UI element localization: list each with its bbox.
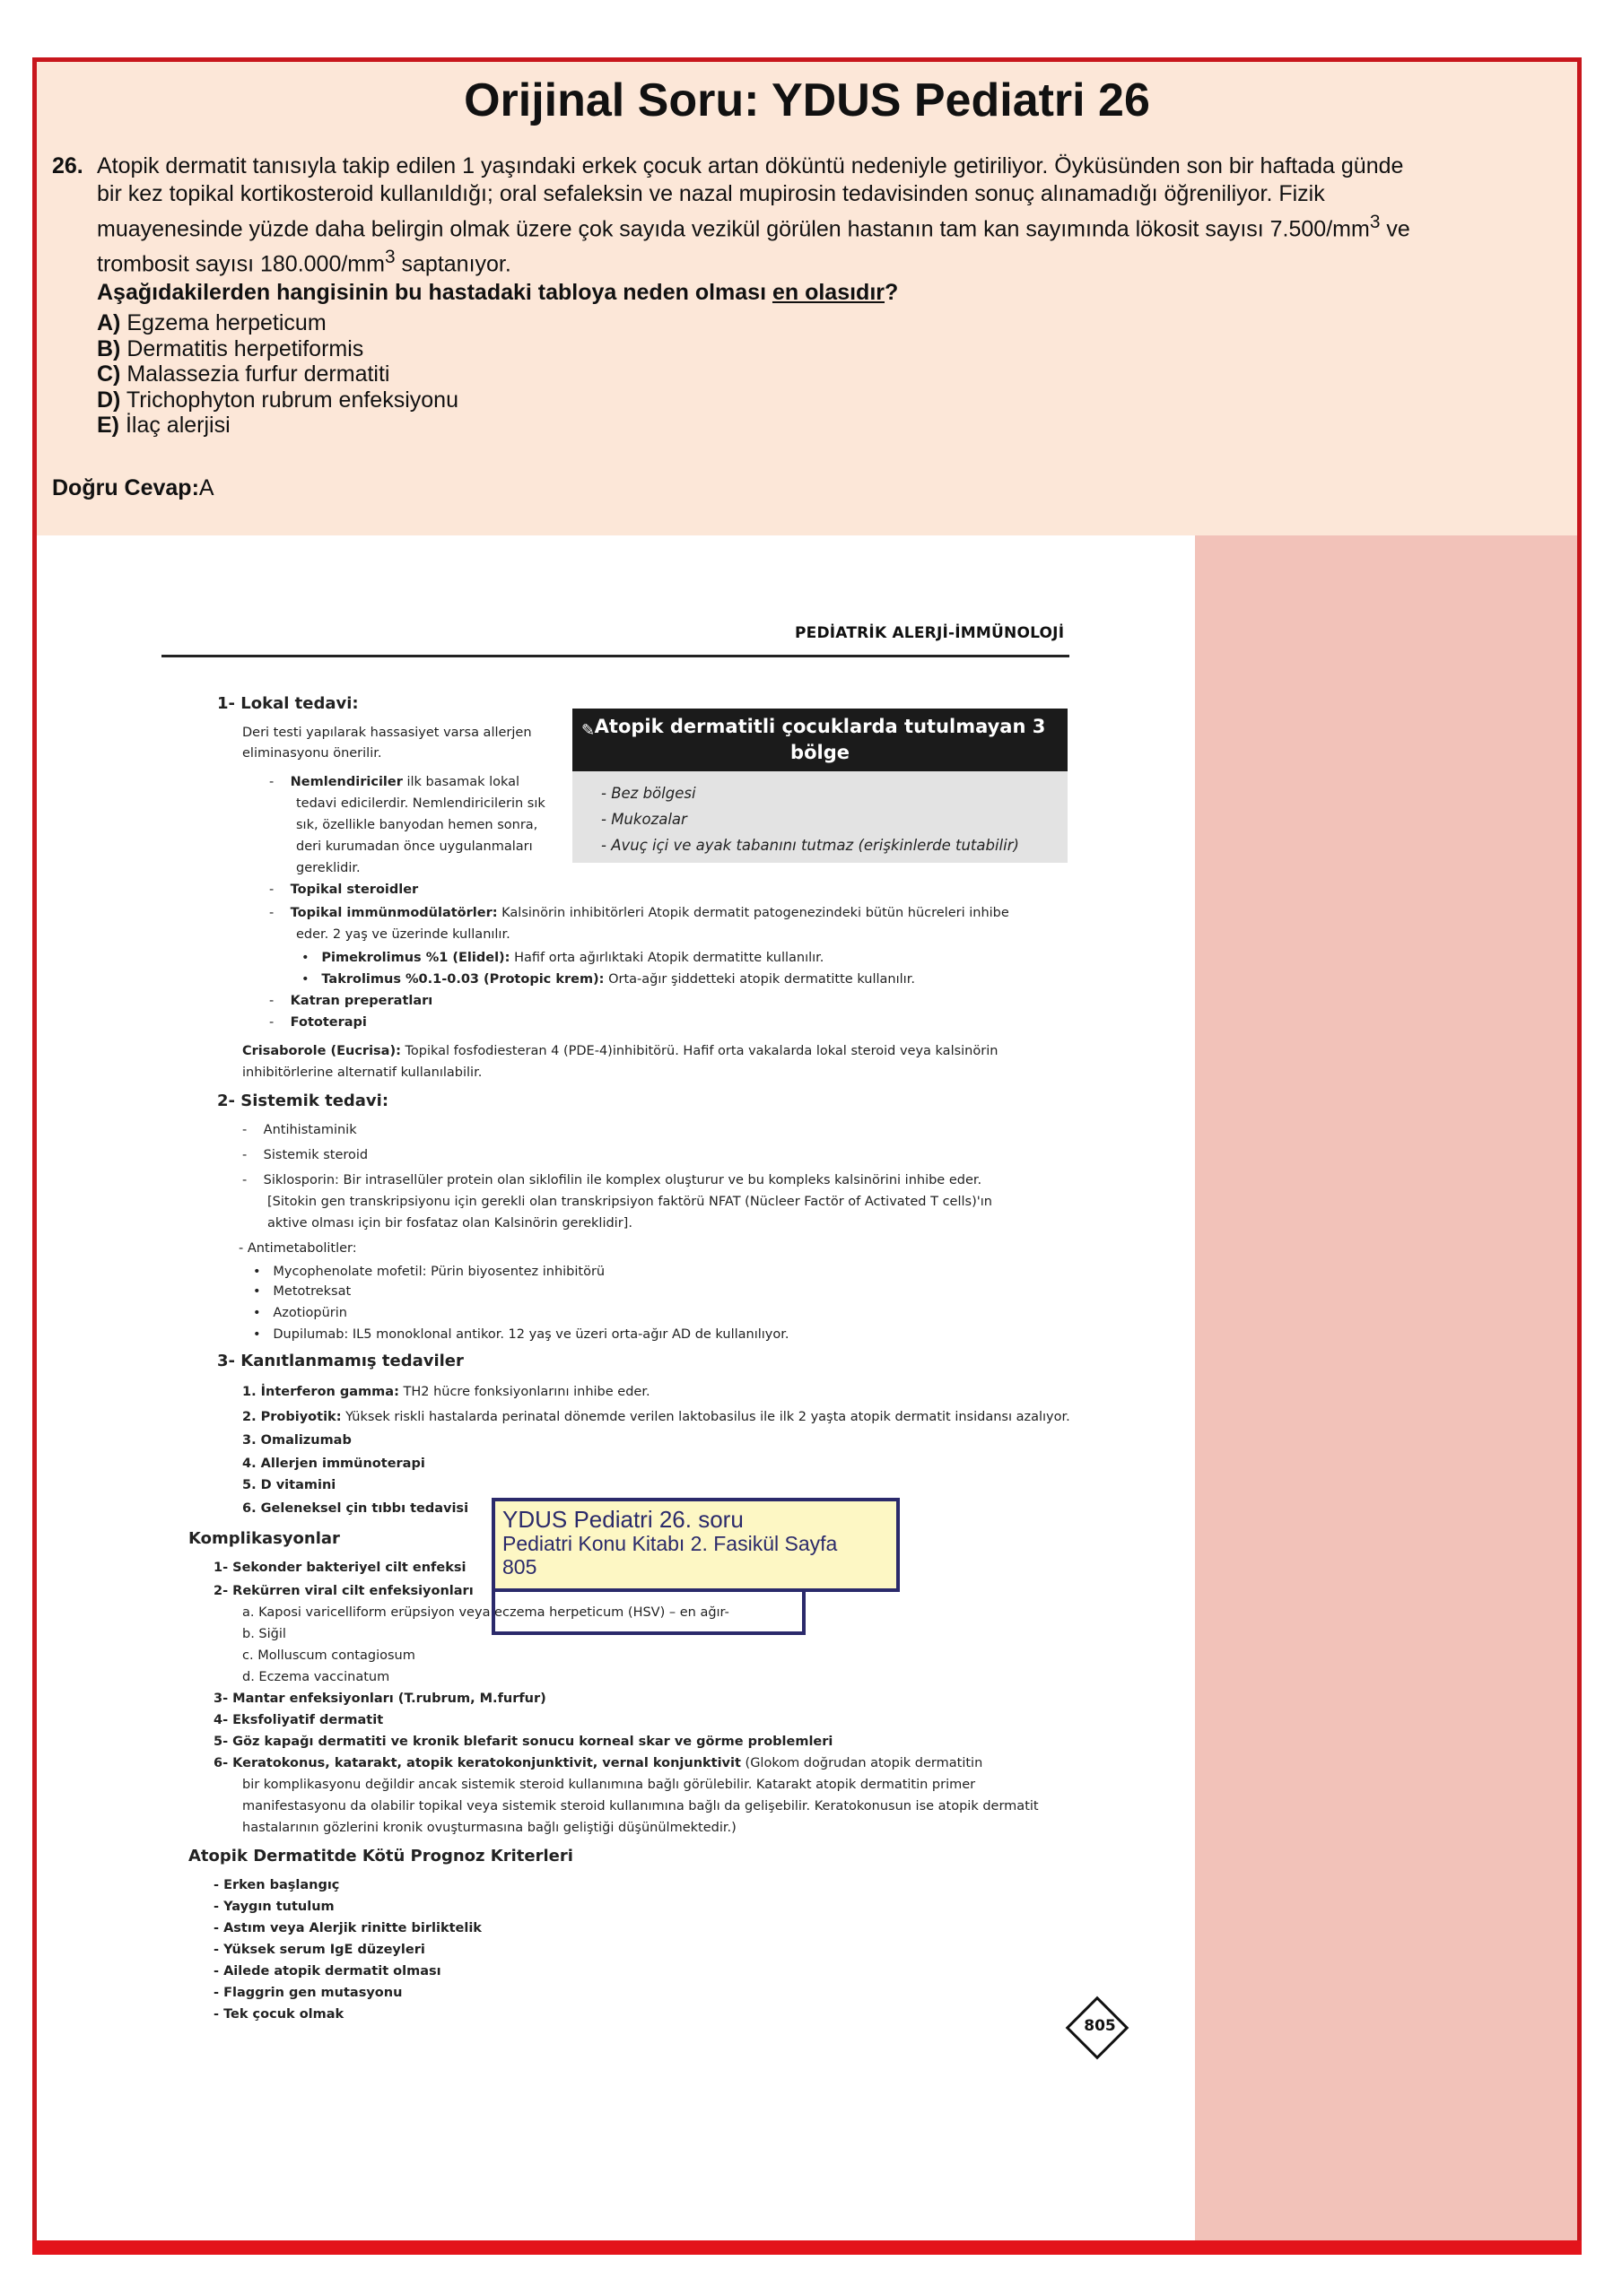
book-text: - Sistemik steroid — [242, 1148, 369, 1162]
book-text: 4. Allerjen immünoterapi — [242, 1457, 425, 1471]
section-heading: 2- Sistemik tedavi: — [217, 1091, 389, 1110]
note-body: 805 — [502, 1555, 537, 1578]
book-text: - Yüksek serum IgE düzeyleri — [214, 1943, 425, 1957]
book-text: c. Molluscum contagiosum — [242, 1648, 415, 1663]
book-text: eder. 2 yaş ve üzerinde kullanılır. — [296, 927, 510, 942]
option-b: B) Dermatitis herpetiformis — [97, 335, 364, 361]
book-text: • Azotiopürin — [253, 1306, 347, 1320]
book-text: - Siklosporin: Bir intrasellüler protein olan siklofilin ile komplex oluşturur ve bu kompleks kalsinörini inhibe eder. — [242, 1173, 982, 1187]
book-text: • Mycophenolate mofetil: Pürin biyosentez inhibitörü — [253, 1265, 606, 1279]
section-heading: 3- Kanıtlanmamış tedaviler — [217, 1352, 464, 1370]
note-body: Pediatri Konu Kitabı 2. Fasikül Sayfa — [502, 1532, 838, 1555]
book-text: 2. Probiyotik: Yüksek riskli hastalarda perinatal dönemde verilen laktobasilus ile ilk 2 yaşta atopik dermatit insidansı azalıyor. — [242, 1410, 1070, 1424]
correct-answer: Doğru Cevap:A — [52, 475, 214, 500]
book-text: - Nemlendiriciler ilk basamak lokal — [269, 775, 520, 789]
book-text: 1- Sekonder bakteriyel cilt enfeksi — [214, 1561, 467, 1575]
book-text: a. Kaposi varicelliform erüpsiyon veya eczema herpeticum (HSV) – en ağır- — [242, 1605, 729, 1620]
book-text: - Flaggrin gen mutasyonu — [214, 1986, 403, 2000]
book-text: bir komplikasyonu değildir ancak sistemik steroid kullanımına bağlı görülebilir. Katarakt atopik dermatitin primer — [242, 1778, 976, 1792]
book-text: deri kurumadan önce uygulanmaları — [296, 839, 533, 854]
book-text: - Antihistaminik — [242, 1123, 357, 1137]
book-text: b. Siğil — [242, 1627, 286, 1641]
page-number: 805 — [1084, 2017, 1116, 2035]
book-text: sık, özellikle banyodan hemen sonra, — [296, 818, 538, 832]
book-text: Crisaborole (Eucrisa): Topikal fosfodiesteran 4 (PDE-4)inhibitörü. Hafif orta vakalarda lokal steroid veya kalsinörin — [242, 1044, 998, 1058]
book-text: d. Eczema vaccinatum — [242, 1670, 390, 1684]
section-heading: Komplikasyonlar — [188, 1529, 340, 1548]
book-header: PEDİATRİK ALERJİ-İMMÜNOLOJİ — [795, 624, 1065, 642]
book-text: 5. D vitamini — [242, 1478, 336, 1492]
book-text: • Pimekrolimus %1 (Elidel): Hafif orta ağırlıktaki Atopik dermatitte kullanılır. — [301, 951, 824, 965]
book-text: 4- Eksfoliyatif dermatit — [214, 1713, 384, 1727]
header-rule — [161, 655, 1069, 657]
book-text: eliminasyonu önerilir. — [242, 746, 382, 761]
book-text: - Tek çocuk olmak — [214, 2007, 344, 2022]
book-text: 3- Mantar enfeksiyonları (T.rubrum, M.furfur) — [214, 1692, 546, 1706]
book-text: 1. İnterferon gamma: TH2 hücre fonksiyonlarını inhibe eder. — [242, 1385, 650, 1399]
question-line: trombosit sayısı $180.000/mm^3$ saptanıyor. — [97, 247, 511, 277]
info-box-title: ✎ Atopik dermatitli çocuklarda tutulmayan 3 bölge — [572, 709, 1068, 771]
book-text: 6. Geleneksel çin tıbbı tedavisi — [242, 1501, 469, 1516]
book-text: [Sitokin gen transkripsiyonu için gerekli olan transkripsiyon faktörü NFAT (Nücleer Factör of Activated T cells)'ın — [267, 1195, 992, 1209]
option-c: C) Malassezia furfur dermatiti — [97, 361, 390, 387]
book-text: 3. Omalizumab — [242, 1433, 352, 1448]
book-text: 5- Göz kapağı dermatiti ve kronik blefarit sonucu korneal skar ve görme problemleri — [214, 1735, 833, 1749]
question-number: 26. — [52, 153, 83, 178]
book-text: Deri testi yapılarak hassasiyet varsa allerjen — [242, 726, 532, 740]
option-d: D) Trichophyton rubrum enfeksiyonu — [97, 387, 458, 413]
book-text: tedavi edicilerdir. Nemlendiricilerin sık — [296, 796, 545, 811]
book-text: - Astım veya Alerjik rinitte birliktelik — [214, 1921, 482, 1935]
question-line: bir kez topikal kortikosteroid kullanıldığı; oral sefaleksin ve nazal mupirosin tedavisinden sonuç alınamadığı öğreniliyor. Fizik — [97, 181, 1325, 206]
section-heading: Atopik Dermatitde Kötü Prognoz Kriterleri — [188, 1847, 573, 1866]
book-text: - Yaygın tutulum — [214, 1900, 335, 1914]
book-text: 2- Rekürren viral cilt enfeksiyonları — [214, 1584, 474, 1598]
book-text: - Topikal steroidler — [269, 883, 419, 897]
info-box-body: - Bez bölgesi - Mukozalar - Avuç içi ve ayak tabanını tutmaz (erişkinlerde tutabilir) — [572, 771, 1068, 863]
book-text: manifestasyonu da olabilir topikal veya sistemik steroid kullanımına bağlı da gelişebilir. Keratokonusun ise atopik dermatit — [242, 1799, 1039, 1813]
option-e: E) İlaç alerjisi — [97, 413, 231, 438]
annotation-note[interactable] — [492, 1498, 900, 1592]
book-text: - Fototerapi — [269, 1015, 367, 1030]
option-a: A) Egzema herpeticum — [97, 310, 327, 335]
book-text: gereklidir. — [296, 861, 361, 875]
question-title: Orijinal Soru: YDUS Pediatri 26 — [464, 74, 1150, 126]
note-title: YDUS Pediatri 26. soru — [502, 1506, 744, 1533]
book-text: 6- Keratokonus, katarakt, atopik keratokonjunktivit, vernal konjunktivit (Glokom doğrudan atopik dermatitin — [214, 1756, 983, 1770]
book-text: - Antimetabolitler: — [239, 1241, 357, 1256]
book-text: - Katran preperatları — [269, 994, 433, 1008]
question-line: Atopik dermatit tanısıyla takip edilen 1 yaşındaki erkek çocuk artan döküntü nedeniyle getiriliyor. Öyküsünden son bir haftada günde — [97, 153, 1404, 178]
question-ask: Aşağıdakilerden hangisinin bu hastadaki tabloya neden olması en olasıdır? — [97, 279, 899, 305]
book-text: - Erken başlangıç — [214, 1878, 340, 1892]
book-text: hastalarının gözlerini kronik ovuşturmasına bağlı geliştiği düşünülmektedir.) — [242, 1821, 737, 1835]
book-text: - Ailede atopik dermatit olması — [214, 1964, 441, 1979]
book-text: aktive olması için bir fosfataz olan Kalsinörin gereklidir]. — [267, 1216, 632, 1231]
book-text: • Takrolimus %0.1-0.03 (Protopic krem): Orta-ağır şiddetteki atopik dermatitte kullanılır. — [301, 972, 915, 987]
book-text: • Metotreksat — [253, 1284, 352, 1299]
book-text: • Dupilumab: IL5 monoklonal antikor. 12 yaş ve üzeri orta-ağır AD de kullanılıyor. — [253, 1327, 789, 1342]
section-heading: 1- Lokal tedavi: — [217, 694, 359, 713]
book-text: - Topikal immünmodülatörler: Kalsinörin inhibitörleri Atopik dermatit patogenezindeki bütün hücreleri inhibe — [269, 906, 1009, 920]
question-line: muayenesinde yüzde daha belirgin olmak üzere çok sayıda vezikül görülen hastanın tam kan sayımında lökosit sayısı $7.500/mm^3$ ve — [97, 212, 1410, 242]
pen-icon: ✎ — [581, 721, 596, 740]
book-text: inhibitörlerine alternatif kullanılabilir. — [242, 1065, 483, 1080]
